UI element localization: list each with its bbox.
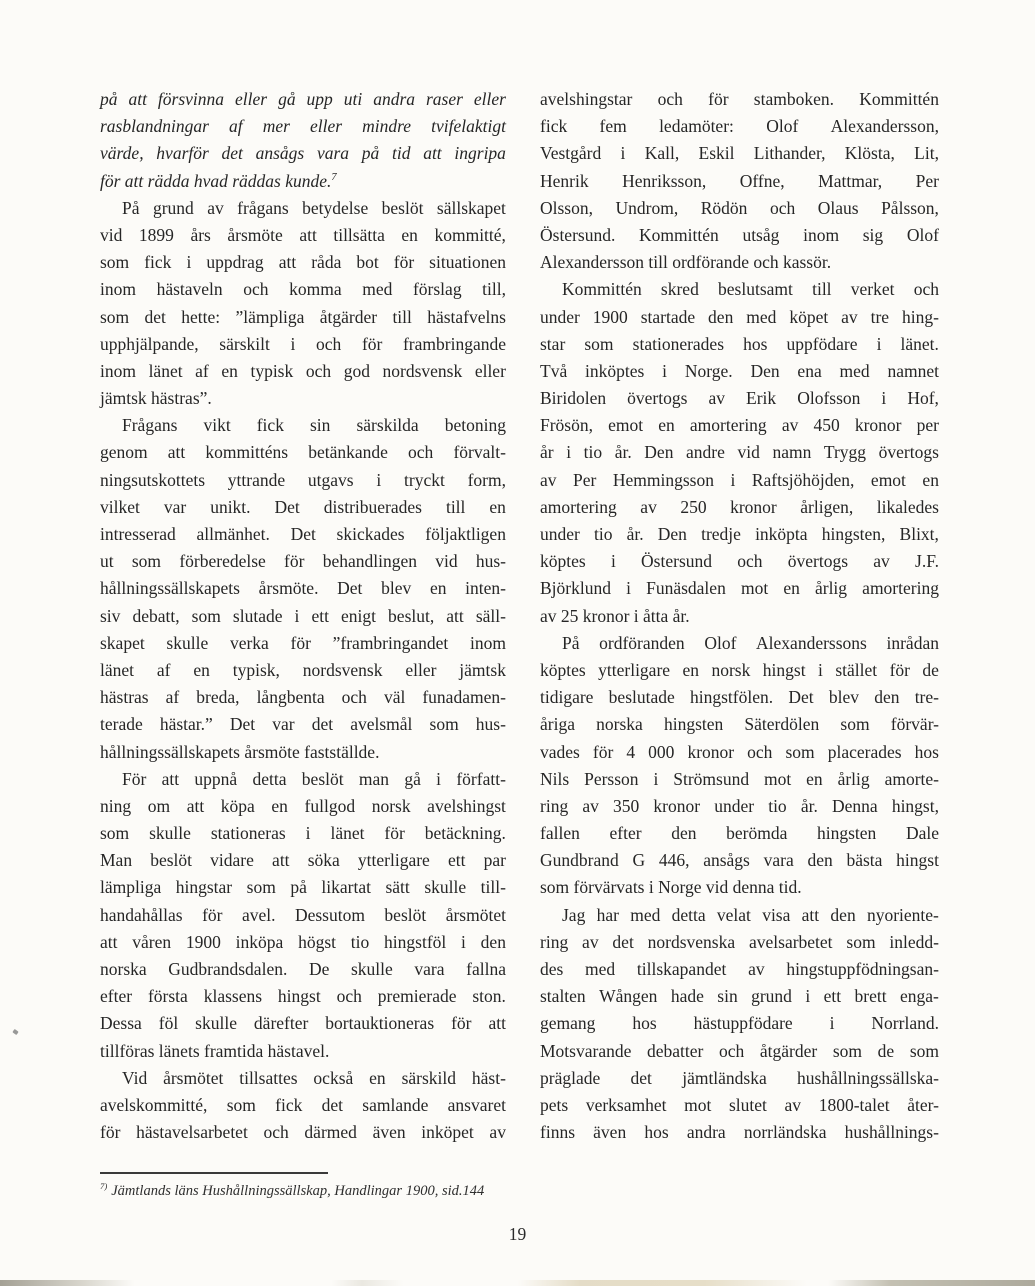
text-line: Motsvarande debatter och åtgärder som de som <box>540 1040 939 1061</box>
text-line: För att uppnå detta beslöt man gå i författ- <box>122 768 506 789</box>
text-line: ning om att köpa en fullgod norsk avelshingst <box>100 795 506 816</box>
text-line: norska Gudbrandsdalen. De skulle vara fallna <box>100 959 506 979</box>
scan-speck-artifact <box>12 1029 18 1035</box>
text-line: åriga norska hingsten Säterdölen som förvär- <box>540 714 939 735</box>
text-line: des med tillskapandet av hingstuppfödningsan- <box>540 959 939 979</box>
text-line: värde, hvarför det ansågs vara på tid att ingripa <box>100 143 506 164</box>
text-line: vid 1899 års årsmöte att tillsätta en kommitté, <box>100 224 506 245</box>
text-line: Frösön, emot en amortering av 450 kronor per <box>540 415 939 436</box>
text-line: Vestgård i Kall, Eskil Lithander, Klösta, Lit, <box>540 143 939 164</box>
text-line: avelskommitté, som fick det samlande ansvaret <box>100 1094 506 1115</box>
text-line: Två inköptes i Norge. Den ena med namnet <box>540 360 939 381</box>
footnote-marker: 7) <box>100 1181 108 1192</box>
page-number: 19 <box>508 1224 527 1244</box>
text-line: ut som förberedelse för behandlingen vid hus- <box>100 551 506 572</box>
text-line: Dessa föl skulle därefter bortauktioneras för att <box>100 1013 506 1034</box>
text-line: hållningssällskapets årsmöte. Det blev en inten- <box>100 578 506 599</box>
paragraph <box>100 86 506 195</box>
text-line: av Per Hemmingsson i Raftsjöhöjden, emot en <box>540 469 939 490</box>
text-line: Vid årsmötet tillsattes också en särskild häst- <box>122 1067 506 1088</box>
text-line: Alexandersson till ordförande och kassör. <box>540 252 832 273</box>
text-line: stalten Wången hade sin grund i ett brett enga- <box>540 986 939 1007</box>
paragraph <box>100 1065 506 1147</box>
paragraph <box>100 195 506 413</box>
text-columns <box>100 86 939 1146</box>
text-line: Nils Persson i Strömsund mot en årlig amorte- <box>540 768 939 789</box>
text-line: år i tio år. Den andre vid namn Trygg övertogs <box>540 442 939 463</box>
text-line: inom länet af en typisk och god nordsvensk eller <box>100 360 506 381</box>
text-line: tidigare beslutade hingstfölen. Det blev den tre- <box>540 687 939 708</box>
right-column <box>540 86 939 1146</box>
text-line: amortering av 250 kronor årligen, likaledes <box>540 496 939 517</box>
text-line: på att försvinna eller gå upp uti andra raser eller <box>100 89 506 109</box>
scan-edge-artifact <box>0 1280 1035 1286</box>
footnote-reference: 7 <box>331 171 337 183</box>
footnote-rule <box>100 1172 328 1174</box>
paragraph <box>540 86 939 276</box>
text-line: pets verksamhet mot slutet av 1800-talet åter- <box>540 1094 939 1115</box>
text-line: jämtsk hästras”. <box>100 388 212 409</box>
text-line: av 25 kronor i åtta år. <box>540 605 690 626</box>
text-line: lämpliga hingstar som på likartat sätt skulle till- <box>100 877 506 898</box>
text-line: ningsutskottets yttrande utgavs i tryckt form, <box>100 469 506 490</box>
text-line: för hästavelsarbetet och därmed även inköpet av <box>100 1122 506 1143</box>
text-line: att våren 1900 inköpa högst tio hingstföl i den <box>100 931 506 952</box>
text-line: handahållas för avel. Dessutom beslöt årsmötet <box>100 904 506 925</box>
text-line: Gundbrand G 446, ansågs vara den bästa hingst <box>540 850 939 871</box>
left-column <box>100 86 506 1146</box>
text-line: efter första klassens hingst och premierade ston. <box>100 986 506 1007</box>
text-line: som fick i uppdrag att råda bot för situationen <box>100 252 506 273</box>
text-line: under 1900 startade den med köpet av tre hing- <box>540 306 939 327</box>
text-line: fallen efter den berömda hingsten Dale <box>540 823 939 844</box>
text-line: hållningssällskapets årsmöte fastställde. <box>100 741 380 762</box>
footnote <box>100 1172 560 1201</box>
text-line: fick fem ledamöter: Olof Alexandersson, <box>540 116 939 137</box>
paragraph <box>540 630 939 902</box>
text-line: Kommittén skred beslutsamt till verket och <box>562 279 939 300</box>
text-line: terade hästar.” Det var det avelsmål som hus- <box>100 714 506 735</box>
paragraph <box>100 766 506 1065</box>
footnote-text <box>100 1181 560 1201</box>
text-line: ring av det nordsvenska avelsarbetet som inledd- <box>540 931 939 952</box>
text-line: hästras af breda, långbenta och väl funadamen- <box>100 687 506 708</box>
text-line: som förvärvats i Norge vid denna tid. <box>540 877 802 898</box>
text-line: Man beslöt vidare att söka ytterligare ett par <box>100 850 506 871</box>
text-line: avelshingstar och för stamboken. Kommittén <box>540 89 939 109</box>
text-line: genom att kommitténs betänkande och förvalt- <box>100 442 506 463</box>
text-line: präglade det jämtländska hushållningssällska- <box>540 1067 939 1088</box>
text-line: tillföras länets framtida hästavel. <box>100 1040 330 1061</box>
text-line: ring av 350 kronor under tio år. Denna hingst, <box>540 795 939 816</box>
footnote-citation: Jämtlands läns Hushållningssällskap, Handlingar 1900, sid.144 <box>111 1183 485 1199</box>
text-line: Björklund i Funäsdalen mot en årlig amortering <box>540 578 939 599</box>
text-line: Östersund. Kommittén utsåg inom sig Olof <box>540 224 939 245</box>
text-line: Olsson, Undrom, Rödön och Olaus Pålsson, <box>540 197 939 218</box>
text-line: star som stationerades hos uppfödare i länet. <box>540 333 939 354</box>
paragraph <box>540 902 939 1147</box>
text-line: köptes ytterligare en norsk hingst i stället för de <box>540 659 939 680</box>
text-line: för att rädda hvad räddas kunde.$^7$ <box>100 170 337 191</box>
paragraph <box>100 412 506 765</box>
text-line: På grund av frågans betydelse beslöt sällskapet <box>122 197 506 218</box>
text-line: som skulle stationeras i länet för betäckning. <box>100 823 506 844</box>
text-line: länet af en typisk, nordsvensk eller jämtsk <box>100 659 506 680</box>
text-line: intresserad allmänhet. Det skickades följaktligen <box>100 524 506 544</box>
text-line: Henrik Henriksson, Offne, Mattmar, Per <box>540 170 939 191</box>
text-line: Biridolen övertogs av Erik Olofsson i Hof, <box>540 388 939 409</box>
text-line: Frågans vikt fick sin särskilda betoning <box>122 415 506 436</box>
text-line: köptes i Östersund och övertogs av J.F. <box>540 551 939 572</box>
text-line: På ordföranden Olof Alexanderssons inrådan <box>562 632 939 653</box>
text-line: skapet skulle verka för ”frambringandet inom <box>100 632 506 653</box>
text-line: gemang hos hästuppfödare i Norrland. <box>540 1013 939 1034</box>
text-line: Jag har med detta velat visa att den nyoriente- <box>562 904 939 925</box>
text-line: vades för 4 000 kronor och som placerades hos <box>540 741 939 762</box>
text-line: rasblandningar af mer eller mindre tvifelaktigt <box>100 116 506 137</box>
text-line: under tio år. Den tredje inköpta hingsten, Blixt, <box>540 524 939 544</box>
text-line: finns även hos andra norrländska hushållnings- <box>540 1122 939 1143</box>
text-line: inom hästaveln och komma med förslag till, <box>100 279 506 300</box>
text-line: vilket var unikt. Det distribuerades till en <box>100 496 506 517</box>
paragraph <box>540 276 939 629</box>
text-line: upphjälpande, särskilt i och för frambringande <box>100 333 506 354</box>
text-line: som det hette: ”lämpliga åtgärder till hästafvelns <box>100 306 506 327</box>
text-line: siv debatt, som slutade i ett enigt beslut, att säll- <box>100 605 506 626</box>
